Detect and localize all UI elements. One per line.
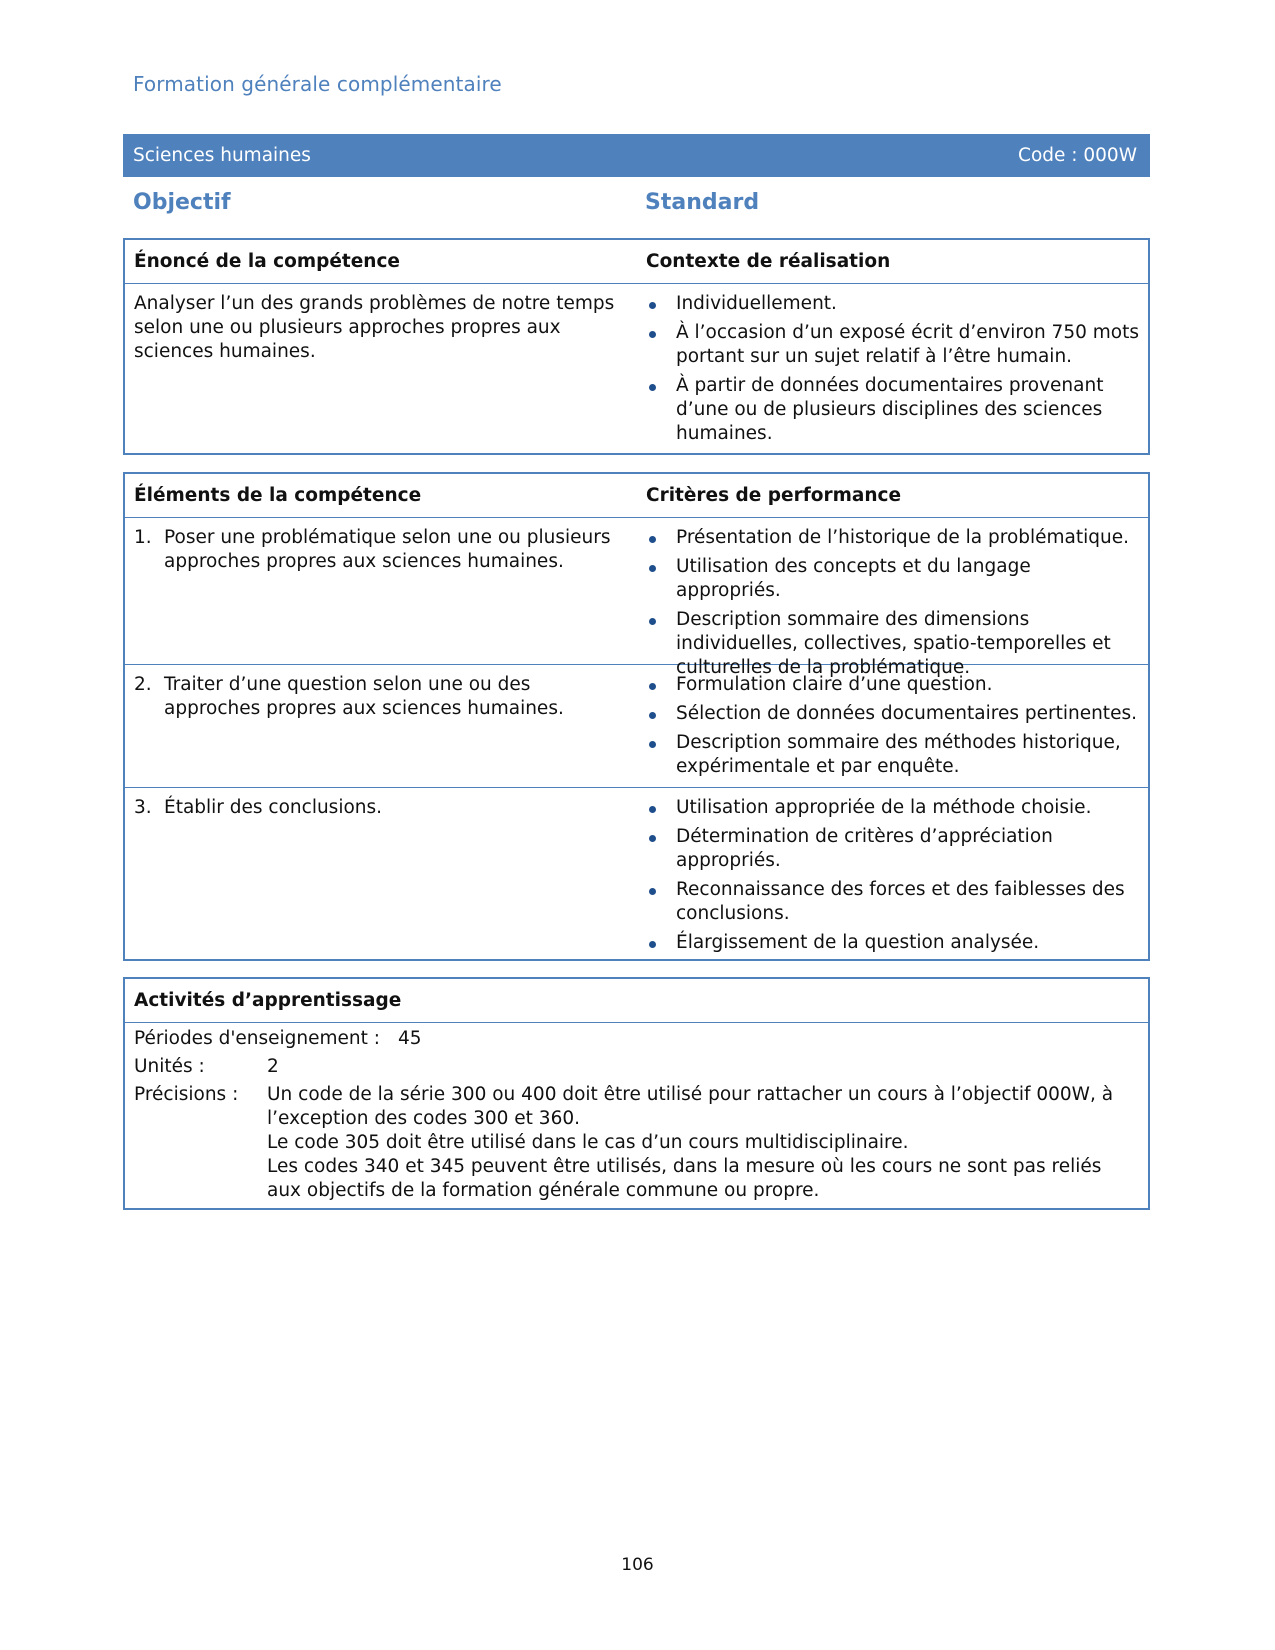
- list-item: Sélection de données documentaires pertinentes.: [646, 702, 1140, 726]
- criteria-list: [646, 673, 1140, 779]
- element-item: 2. Traiter d’une question selon une ou des approches propres aux sciences humaines.: [134, 674, 564, 719]
- periods-line: [134, 1027, 1138, 1051]
- bullet-icon: [649, 536, 656, 543]
- criteria-header: Critères de performance: [646, 485, 902, 506]
- bullet-icon: [649, 941, 656, 948]
- bullet-icon: [649, 618, 656, 625]
- table-header: [125, 240, 1148, 284]
- subject-code: Code : 000W: [1018, 145, 1137, 166]
- activities-body: [125, 1023, 1148, 1215]
- objective-heading: Objectif: [133, 190, 231, 215]
- element-item: 1. Poser une problématique selon une ou plusieurs approches propres aux sciences humaines.: [134, 527, 611, 572]
- details-label: Précisions :: [134, 1084, 239, 1105]
- table-row: [125, 788, 1148, 966]
- periods-value: 45: [398, 1028, 422, 1049]
- table-header: [125, 979, 1148, 1023]
- list-item: Reconnaissance des forces et des faiblesses des conclusions.: [646, 878, 1140, 926]
- page-number: 106: [621, 1555, 654, 1575]
- periods-label: Périodes d'enseignement :: [134, 1028, 381, 1049]
- section-title: Formation générale complémentaire: [133, 72, 502, 96]
- list-item: Utilisation des concepts et du langage appropriés.: [646, 555, 1140, 603]
- list-item: À partir de données documentaires provenant d’une ou de plusieurs disciplines des sciences humaines.: [646, 374, 1140, 446]
- statement-header: Énoncé de la compétence: [134, 251, 400, 272]
- list-item: Détermination de critères d’appréciation appropriés.: [646, 825, 1140, 873]
- subject-name: Sciences humaines: [133, 145, 311, 166]
- competence-elements-table: [123, 472, 1150, 961]
- bullet-icon: [649, 888, 656, 895]
- list-item: À l’occasion d’un exposé écrit d’environ 750 mots portant sur un sujet relatif à l’être humain.: [646, 321, 1140, 369]
- list-item: Présentation de l’historique de la problématique.: [646, 526, 1140, 550]
- bullet-icon: [649, 683, 656, 690]
- bullet-icon: [649, 384, 656, 391]
- subject-band: [123, 134, 1150, 177]
- details-text: Un code de la série 300 ou 400 doit être utilisé pour rattacher un cours à l’objectif 000W, à l’exception des codes 300 et 360. Le code 305 doit être utilisé dans le cas d’un cours multidisciplinaire. Les codes 340 et 345 peuvent être utilisés, dans la mesure où les cours ne sont pas reliés aux objectifs de la formation générale commune ou propre.: [267, 1084, 1114, 1201]
- list-item: Utilisation appropriée de la méthode choisie.: [646, 796, 1140, 820]
- bullet-icon: [649, 741, 656, 748]
- table-row: [125, 284, 1148, 457]
- list-item: Individuellement.: [646, 292, 1140, 316]
- details-line: [134, 1083, 1138, 1203]
- activities-header: Activités d’apprentissage: [134, 990, 402, 1011]
- criteria-list: [646, 526, 1140, 680]
- units-line: [134, 1055, 1138, 1079]
- bullet-icon: [649, 331, 656, 338]
- elements-header: Éléments de la compétence: [134, 485, 422, 506]
- list-item: Élargissement de la question analysée.: [646, 931, 1140, 955]
- table-row: [125, 518, 1148, 678]
- criteria-list: [646, 796, 1140, 955]
- bullet-icon: [649, 302, 656, 309]
- bullet-icon: [649, 835, 656, 842]
- bullet-icon: [649, 565, 656, 572]
- bullet-icon: [649, 806, 656, 813]
- element-item: 3. Établir des conclusions.: [134, 797, 383, 818]
- table-header: [125, 474, 1148, 518]
- standard-heading: Standard: [645, 190, 760, 215]
- context-list: [646, 292, 1140, 446]
- bullet-icon: [649, 712, 656, 719]
- list-item: Formulation claire d’une question.: [646, 673, 1140, 697]
- competence-statement-table: [123, 238, 1150, 455]
- list-item: Description sommaire des méthodes historique, expérimentale et par enquête.: [646, 731, 1140, 779]
- context-header: Contexte de réalisation: [646, 251, 891, 272]
- column-headings: [133, 190, 1143, 226]
- competence-statement: Analyser l’un des grands problèmes de notre temps selon une ou plusieurs approches propres aux sciences humaines.: [134, 293, 615, 362]
- units-label: Unités :: [134, 1056, 205, 1077]
- units-value: 2: [267, 1056, 279, 1077]
- learning-activities-table: [123, 977, 1150, 1210]
- list-item: Description sommaire des dimensions individuelles, collectives, spatio-temporelles et culturelles de la problématique.: [646, 608, 1140, 680]
- table-row: [125, 665, 1148, 788]
